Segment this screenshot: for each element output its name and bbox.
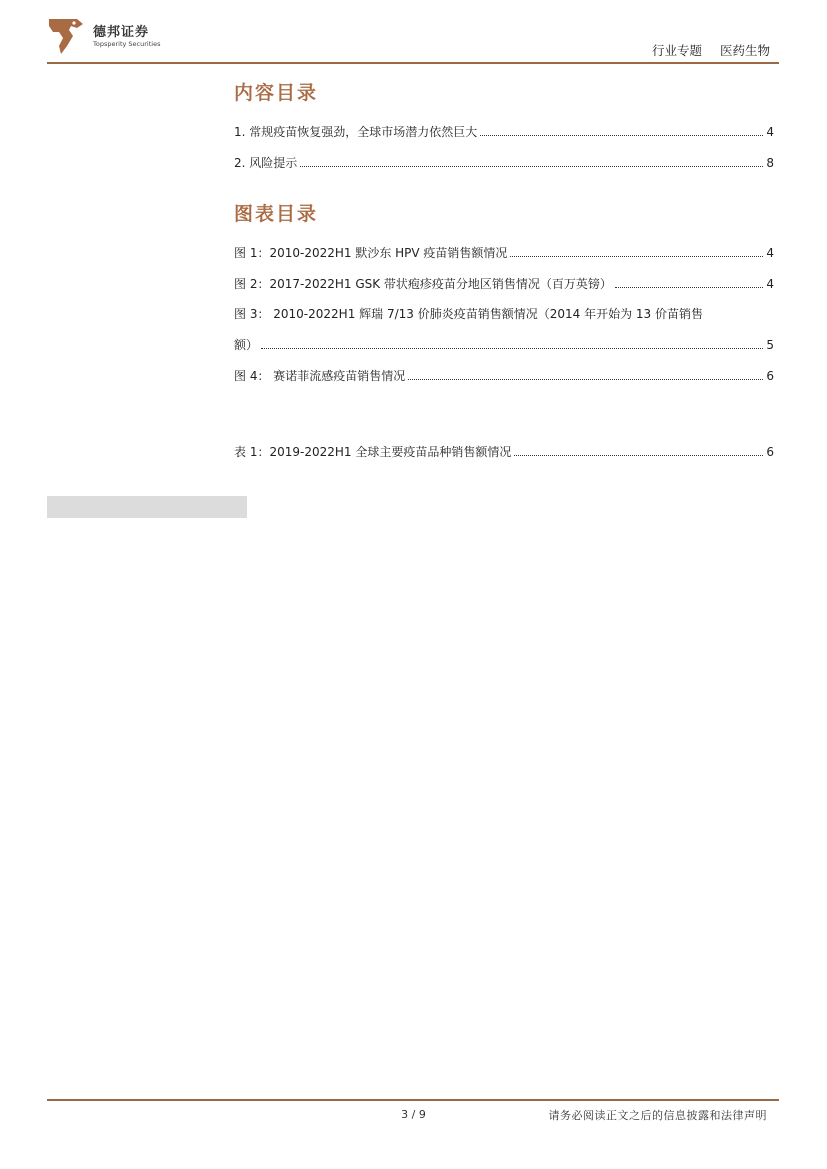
figure-entry-label: 图 3： 2010-2022H1 辉瑞 7/13 价肺炎疫苗销售额情况（2014 年开始为 13 价苗销售 (234, 307, 703, 321)
logo-chinese-name: 德邦证券 (93, 25, 150, 40)
contents-title: 内容目录 (234, 82, 319, 104)
figure-entry-label: 图 2：2017-2022H1 GSK 带状疱疹疫苗分地区销售情况（百万英镑） (234, 277, 612, 291)
toc-entry-page: 8 (766, 156, 774, 170)
dot-leader (514, 455, 763, 456)
dot-leader (408, 379, 763, 380)
table-entry-label: 表 1：2019-2022H1 全球主要疫苗品种销售额情况 (234, 445, 512, 459)
figure-entry[interactable] (234, 366, 774, 384)
dot-leader (300, 166, 763, 167)
toc-entry[interactable] (234, 153, 774, 171)
dot-leader (261, 348, 763, 349)
dot-leader (615, 287, 763, 288)
toc-entry-page: 4 (766, 125, 774, 139)
figure-entry[interactable] (234, 304, 774, 322)
figure-entry[interactable] (234, 243, 774, 261)
toc-entry-label: 2. 风险提示 (234, 156, 298, 170)
figure-entry-continuation[interactable] (234, 335, 774, 353)
company-logo (47, 16, 197, 56)
legal-disclaimer: 请务必阅读正文之后的信息披露和法律声明 (548, 1109, 767, 1122)
toc-entry[interactable] (234, 122, 774, 140)
sector-tag: 医药生物 (719, 43, 770, 58)
page-indicator: 3 / 9 (401, 1108, 426, 1121)
figure-entry[interactable] (234, 274, 774, 292)
header-tags (652, 41, 770, 59)
figure-entry-page: 4 (766, 246, 774, 260)
logo-english-name: Topsperity Securities (93, 40, 161, 48)
dot-leader (480, 135, 763, 136)
figure-entry-label: 图 4： 赛诺菲流感疫苗销售情况 (234, 369, 406, 383)
figure-entry-page: 4 (766, 277, 774, 291)
table-entry[interactable] (234, 442, 774, 460)
figure-entry-page: 6 (766, 369, 774, 383)
figure-entry-label: 额） (234, 338, 259, 352)
footer-divider (47, 1099, 779, 1101)
header-divider (47, 62, 779, 64)
logo-mark-icon (47, 16, 87, 56)
figure-entry-label: 图 1：2010-2022H1 默沙东 HPV 疫苗销售额情况 (234, 246, 508, 260)
toc-entry-label: 1. 常规疫苗恢复强劲，全球市场潜力依然巨大 (234, 125, 478, 139)
sidebar-gray-bar (47, 496, 247, 518)
dot-leader (510, 256, 763, 257)
industry-tag: 行业专题 (651, 43, 702, 58)
figure-entry-page: 5 (766, 338, 774, 352)
table-entry-page: 6 (766, 445, 774, 459)
figures-title: 图表目录 (234, 203, 319, 225)
